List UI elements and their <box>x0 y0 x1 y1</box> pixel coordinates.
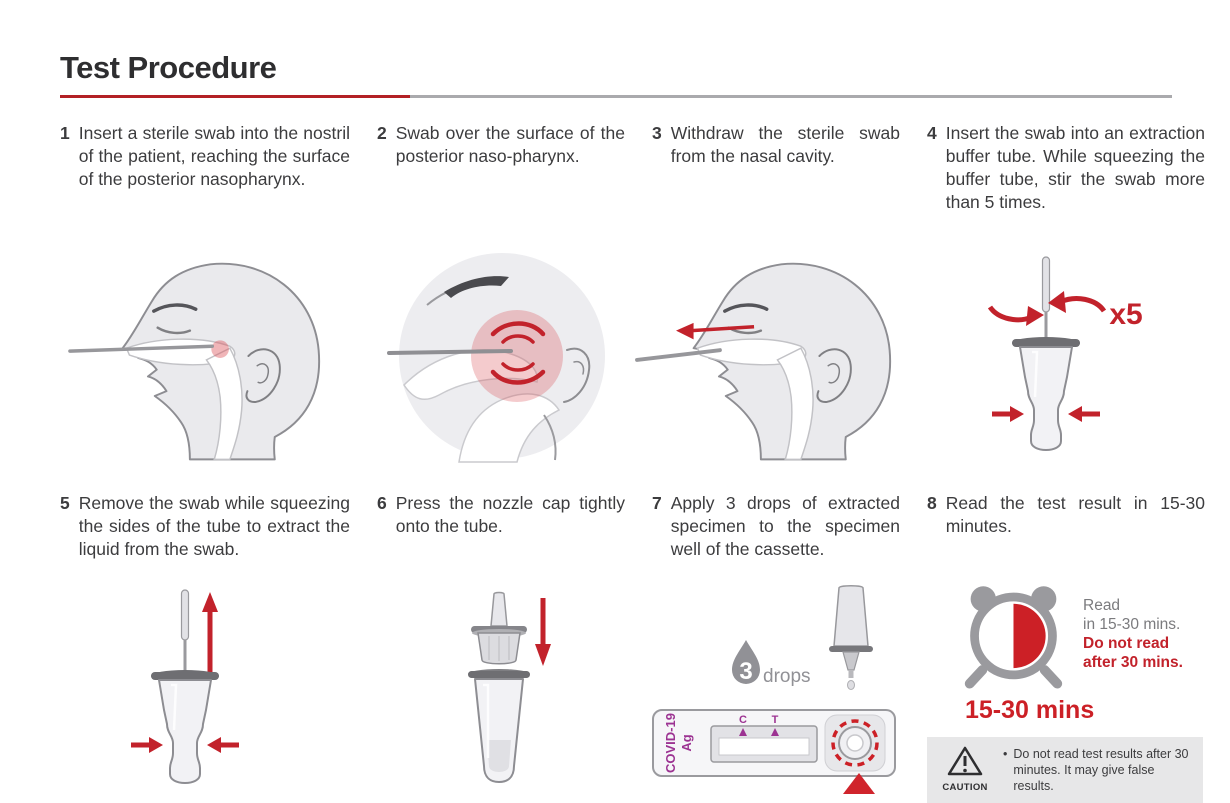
step-text: Press the nozzle cap tightly onto the tube. <box>395 493 625 536</box>
step-number: 5 <box>60 493 70 513</box>
swab-icon <box>389 351 511 353</box>
step-5 <box>60 492 350 800</box>
step-text: Withdraw the sterile swab from the nasal cavity. <box>670 123 900 166</box>
step-2 <box>377 122 625 462</box>
step-5-illustration <box>60 578 350 800</box>
caution-sign <box>937 746 993 793</box>
step-3-head <box>652 122 900 250</box>
drops-label: drops <box>763 666 811 687</box>
step-4-illustration <box>927 250 1205 462</box>
clock-row <box>957 580 1183 688</box>
three-drops-icon <box>732 640 811 687</box>
nasopharynx-closeup-icon <box>389 250 614 462</box>
head-profile-swab-insert-icon <box>66 250 344 462</box>
read-line: in 15-30 mins. <box>1083 616 1181 633</box>
drop-count-label: 3 <box>739 658 753 685</box>
step-4 <box>927 122 1205 462</box>
step-number: 6 <box>377 493 387 513</box>
step-text: Swab over the surface of the posterior naso-pharynx. <box>395 123 625 166</box>
step-2-head <box>377 122 625 250</box>
dropper-tube-icon <box>829 586 873 690</box>
noread-line: Do not read <box>1083 635 1170 652</box>
warning-triangle-icon <box>948 746 982 776</box>
nozzle-cap-icon <box>471 593 527 664</box>
alarm-clock-icon <box>957 580 1069 688</box>
test-cassette-icon <box>653 710 895 794</box>
caution-label: CAUTION <box>942 782 988 793</box>
step-6 <box>377 492 625 800</box>
step-6-head <box>377 492 625 578</box>
step-1 <box>60 122 350 462</box>
press-down-arrow-icon <box>535 598 551 666</box>
extraction-tube-remove-swab-icon <box>115 590 295 788</box>
clock-text <box>1083 596 1183 672</box>
step-7-illustration <box>652 578 900 800</box>
caution-text <box>1003 746 1193 794</box>
cassette-ag-label: Ag <box>679 734 694 752</box>
step-2-illustration <box>377 250 625 462</box>
steps-grid <box>60 122 1205 800</box>
step-7-head <box>652 492 900 578</box>
bullet: • <box>1003 747 1008 761</box>
step-1-illustration <box>60 250 350 462</box>
pull-up-arrow-icon <box>202 592 218 678</box>
caution-message: Do not read test results after 30 minutes. It may give false results. <box>1013 747 1189 793</box>
step-3 <box>652 122 900 462</box>
step-number: 7 <box>652 493 662 513</box>
head-profile-swab-withdraw-icon <box>637 250 915 462</box>
cassette-name-label: COVID-19 <box>663 713 678 773</box>
step-8-head <box>927 492 1205 578</box>
step-text: Read the test result in 15-30 minutes. <box>945 493 1205 536</box>
step-5-head <box>60 492 350 578</box>
caution-box <box>927 737 1203 803</box>
step-number: 2 <box>377 123 387 143</box>
step-8 <box>927 492 1205 800</box>
time-range-label: 15-30 mins <box>965 696 1095 724</box>
step-7 <box>652 492 900 800</box>
step-6-illustration <box>377 578 625 800</box>
step-number: 3 <box>652 123 662 143</box>
nozzle-cap-tube-icon <box>421 590 581 788</box>
step-1-head <box>60 122 350 250</box>
nasopharynx-target-spot <box>211 340 229 358</box>
step-text: Insert a sterile swab into the nostril of the patient, reaching the surface of the posterior nasopharynx. <box>78 123 350 189</box>
step-number: 8 <box>927 493 937 513</box>
step-text: Insert the swab into an extraction buffer tube. While squeezing the buffer tube, stir the swab more than 5 times. <box>945 123 1205 212</box>
step-number: 4 <box>927 123 937 143</box>
test-line-label: T <box>771 714 779 726</box>
page-title: Test Procedure <box>60 50 277 85</box>
step-3-illustration <box>652 250 900 462</box>
step-text: Remove the swab while squeezing the sides of the tube to extract the liquid from the swab. <box>78 493 350 559</box>
step-text: Apply 3 drops of extracted specimen to the specimen well of the cassette. <box>670 493 900 559</box>
title-underline <box>60 95 1172 98</box>
read-line: Read <box>1083 597 1121 614</box>
stir-times-label: x5 <box>1109 298 1143 331</box>
control-line-label: C <box>739 714 747 726</box>
noread-line: after 30 mins. <box>1083 654 1183 671</box>
step-number: 1 <box>60 123 70 143</box>
step-4-head <box>927 122 1205 250</box>
cassette-apply-drops-icon <box>651 582 901 796</box>
step-8-illustration <box>927 578 1205 800</box>
extraction-tube-stir-icon <box>976 257 1156 455</box>
